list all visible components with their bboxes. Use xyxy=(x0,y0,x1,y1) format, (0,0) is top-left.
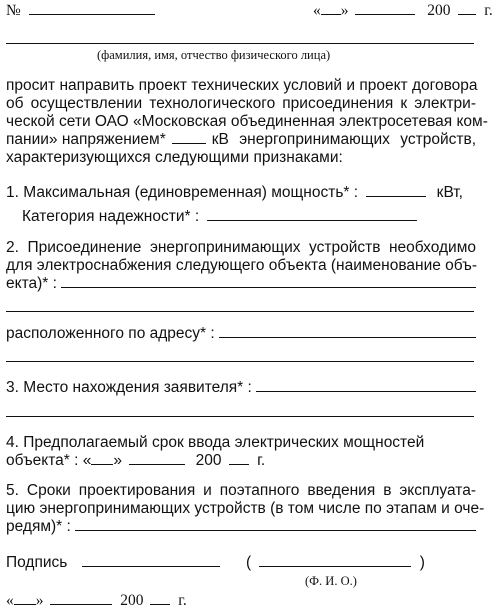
signature-day-blank[interactable] xyxy=(14,592,36,605)
design-terms-blank[interactable] xyxy=(75,518,476,531)
intro-paragraph: просит направить проект технических условий и проект договора об осуществлении технологического присоединения к электри- ческой сети ОАО «Московская объединенная электросетевая ком- пании» напряжением* кВ энергопринимающих устройств, характеризующихся следующими признаками: xyxy=(6,77,488,166)
object-name-line-2[interactable] xyxy=(6,311,474,312)
item-2: 2. Присоединение энергопринимающих устройств необходимо для электроснабжения следующего объекта (наименование объ- екта)* : xyxy=(6,239,478,292)
item-3: 3. Место нахождения заявителя* : xyxy=(6,379,476,397)
full-name-caption: (Ф. И. О.) xyxy=(305,574,357,588)
item-1b: Категория надежности* : xyxy=(22,208,417,226)
signature-label: Подпись xyxy=(6,554,68,571)
signature-blank[interactable] xyxy=(82,554,220,567)
object-name-blank[interactable] xyxy=(61,275,476,288)
full-name-blank[interactable] xyxy=(259,554,411,567)
voltage-blank[interactable] xyxy=(172,131,206,144)
commissioning-date: объекта* : « » 200 г. xyxy=(6,452,266,469)
address-blank[interactable] xyxy=(219,325,476,338)
applicant-location-blank[interactable] xyxy=(256,379,476,392)
max-power-blank[interactable] xyxy=(366,184,426,197)
header-day-blank[interactable] xyxy=(321,2,341,15)
voltage-line: пании» напряжением* кВ энергопринимающих устройств, xyxy=(6,131,476,148)
address-line-2[interactable] xyxy=(6,361,474,362)
applicant-caption: (фамилия, имя, отчество физического лица) xyxy=(97,48,331,62)
commissioning-day-blank[interactable] xyxy=(91,452,113,465)
applicant-name-line[interactable] xyxy=(6,43,474,44)
header-date: « » 200 г. xyxy=(313,2,493,19)
reliability-category-blank[interactable] xyxy=(207,208,417,221)
signature-month-blank[interactable] xyxy=(50,592,112,605)
full-name-field: ( ) xyxy=(246,554,425,571)
commissioning-year-blank[interactable] xyxy=(229,452,249,465)
header-year-blank[interactable] xyxy=(458,2,476,15)
item-5: 5. Сроки проектирования и поэтапного введения в эксплуата- цию энергопринимающих устройств (в том числе по этапам и оче- редям)* : xyxy=(6,482,485,535)
applicant-location-line-2[interactable] xyxy=(6,416,474,417)
number-blank[interactable] xyxy=(29,2,155,15)
header-month-blank[interactable] xyxy=(355,2,415,15)
signature-date: « » 200 г. xyxy=(6,592,187,609)
signature-row xyxy=(6,554,220,572)
number-field xyxy=(6,2,155,20)
commissioning-month-blank[interactable] xyxy=(129,452,185,465)
signature-year-blank[interactable] xyxy=(150,592,170,605)
item-4: 4. Предполагаемый срок ввода электрических мощностей объекта* : « » 200 г. xyxy=(6,434,425,469)
address-row: расположенного по адресу* : xyxy=(6,325,476,343)
item-1: 1. Максимальная (единовременная) мощность* : кВт, xyxy=(6,184,463,201)
number-sign: № xyxy=(6,2,21,19)
